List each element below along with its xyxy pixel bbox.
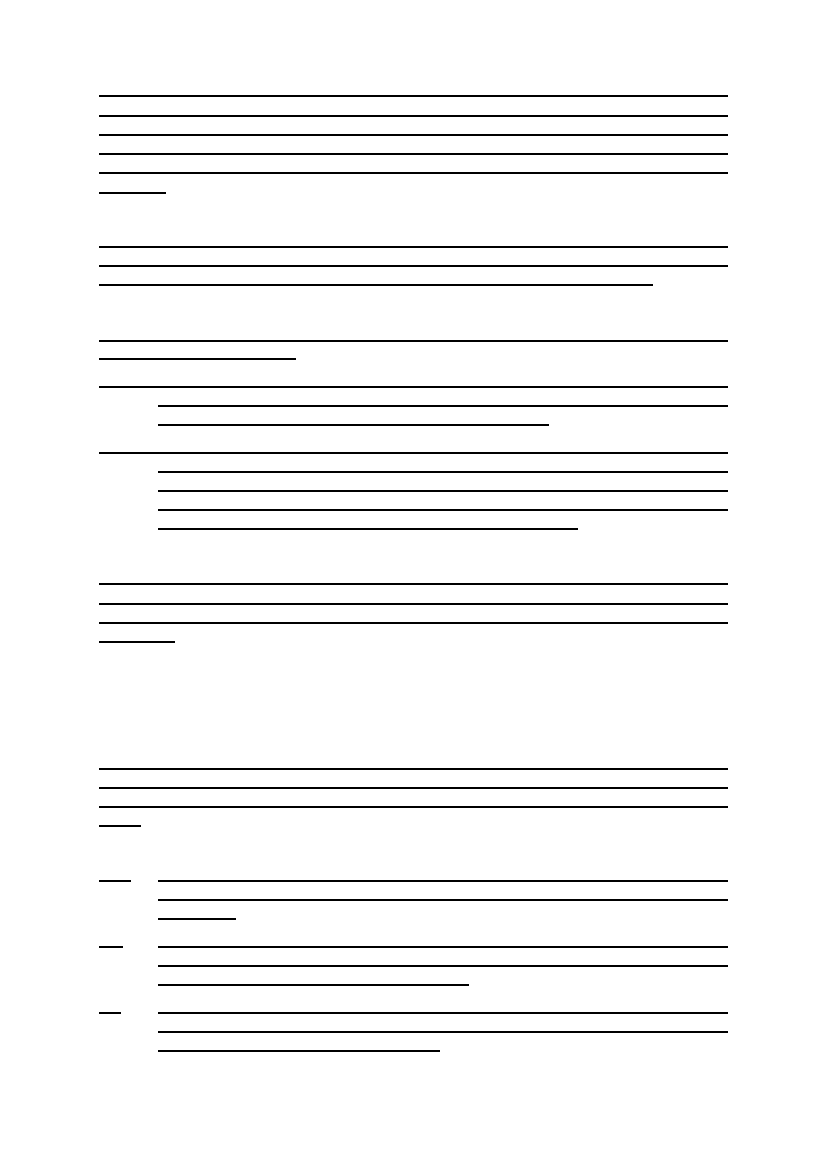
redacted-text-line xyxy=(158,509,728,511)
redacted-text-line xyxy=(99,603,728,605)
redacted-text-line xyxy=(99,768,728,770)
redacted-text-line xyxy=(99,787,728,789)
redacted-text-line xyxy=(99,95,728,97)
redacted-text-line xyxy=(99,583,728,585)
redacted-text-line xyxy=(158,918,236,920)
redacted-text-line xyxy=(99,358,296,360)
redacted-text-line xyxy=(99,115,728,117)
redacted-text-line xyxy=(99,172,728,174)
redacted-text-line xyxy=(99,134,728,136)
redacted-text-line xyxy=(158,984,469,986)
redacted-text-line xyxy=(99,806,728,808)
redacted-text-line xyxy=(99,825,141,827)
redacted-text-line xyxy=(158,528,578,530)
redacted-text-line xyxy=(99,192,166,194)
redacted-text-line xyxy=(158,880,728,882)
redacted-text-line xyxy=(158,1031,728,1033)
redacted-text-line xyxy=(99,284,653,286)
item-number-marker xyxy=(99,946,123,948)
redacted-text-line xyxy=(99,246,728,248)
redacted-text-line xyxy=(99,340,728,342)
redacted-text-line xyxy=(99,153,728,155)
redacted-text-line xyxy=(158,1050,440,1052)
redacted-text-line xyxy=(158,405,728,407)
redacted-text-line xyxy=(158,490,728,492)
redacted-text-line xyxy=(99,622,728,624)
item-number-marker xyxy=(99,1012,121,1014)
redacted-text-line xyxy=(99,452,728,454)
redacted-text-line xyxy=(158,471,728,473)
redacted-text-line xyxy=(99,265,728,267)
redacted-text-line xyxy=(158,899,728,901)
redacted-text-line xyxy=(158,424,549,426)
redacted-text-line xyxy=(158,1012,728,1014)
redacted-text-line xyxy=(99,641,175,643)
redacted-text-line xyxy=(158,965,728,967)
redacted-text-line xyxy=(158,946,728,948)
item-number-marker xyxy=(99,880,131,882)
redacted-text-line xyxy=(99,386,728,388)
